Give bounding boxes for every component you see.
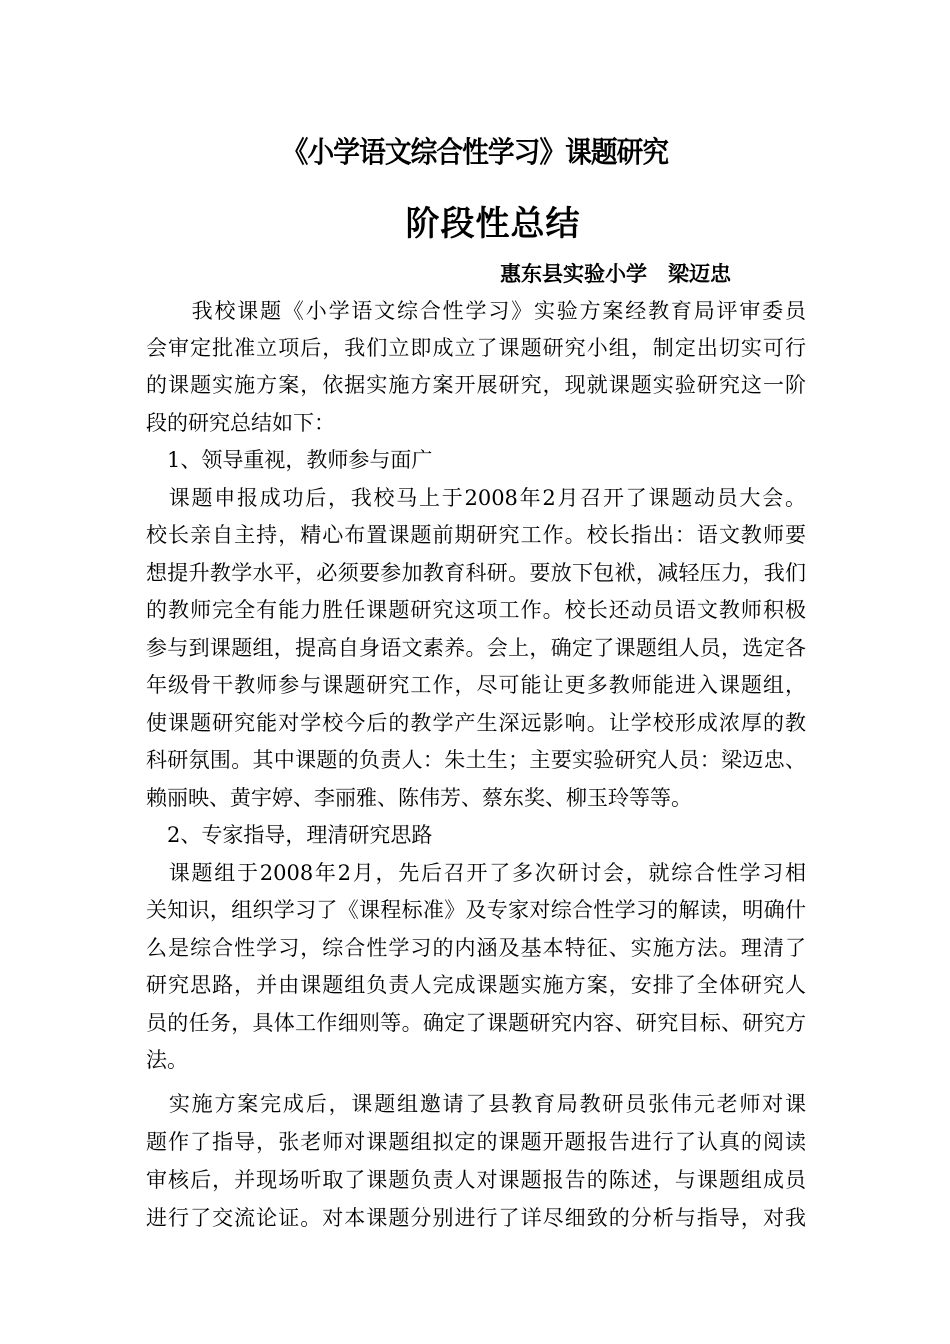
body-line: 课题组于2008年2月，先后召开了多次研讨会，就综合性学习相 [146,861,806,885]
body-line: 参与到课题组，提高自身语文素养。会上，确定了课题组人员，选定各 [146,636,806,660]
body-line: 赖丽映、黄宇婷、李丽雅、陈伟芳、蔡东奖、柳玉玲等等。 [146,786,692,810]
body-line: 题作了指导，张老师对课题组拟定的课题开题报告进行了认真的阅读 [146,1130,806,1154]
document-subtitle: 阶段性总结 [405,204,581,244]
section-heading: 1、领导重视，教师参与面广 [146,448,433,472]
body-line: 进行了交流论证。对本课题分别进行了详尽细致的分析与指导，对我 [146,1206,806,1230]
section-heading: 2、专家指导，理清研究思路 [146,823,433,847]
author-line: 惠东县实验小学 梁迈忠 [500,262,731,286]
body-line: 想提升教学水平，必须要参加教育科研。要放下包袱，减轻压力，我们 [146,561,806,585]
document-title: 《小学语文综合性学习》课题研究 [281,135,669,169]
body-line: 会审定批准立项后，我们立即成立了课题研究小组，制定出切实可行 [146,336,806,360]
body-line: 校长亲自主持，精心布置课题前期研究工作。校长指出：语文教师要 [146,523,806,547]
body-line: 的教师完全有能力胜任课题研究这项工作。校长还动员语文教师积极 [146,598,806,622]
body-line: 科研氛围。其中课题的负责人：朱土生；主要实验研究人员：梁迈忠、 [146,748,806,772]
body-line: 法。 [146,1048,188,1072]
body-line: 我校课题《小学语文综合性学习》实验方案经教育局评审委员 [146,299,806,323]
body-line: 使课题研究能对学校今后的教学产生深远影响。让学校形成浓厚的教 [146,711,806,735]
body-line: 关知识，组织学习了《课程标准》及专家对综合性学习的解读，明确什 [146,898,806,922]
body-line: 段的研究总结如下： [146,411,335,435]
body-line: 么是综合性学习，综合性学习的内涵及基本特征、实施方法。理清了 [146,936,806,960]
body-line: 的课题实施方案，依据实施方案开展研究，现就课题实验研究这一阶 [146,373,806,397]
body-line: 研究思路，并由课题组负责人完成课题实施方案，安排了全体研究人 [146,973,806,997]
body-line: 审核后，并现场听取了课题负责人对课题报告的陈述，与课题组成员 [146,1168,806,1192]
body-line: 课题申报成功后，我校马上于2008年2月召开了课题动员大会。 [146,486,806,510]
body-line: 员的任务，具体工作细则等。确定了课题研究内容、研究目标、研究方 [146,1011,806,1035]
body-line: 实施方案完成后，课题组邀请了县教育局教研员张伟元老师对课 [146,1092,806,1116]
body-line: 年级骨干教师参与课题研究工作，尽可能让更多教师能进入课题组， [146,673,806,697]
